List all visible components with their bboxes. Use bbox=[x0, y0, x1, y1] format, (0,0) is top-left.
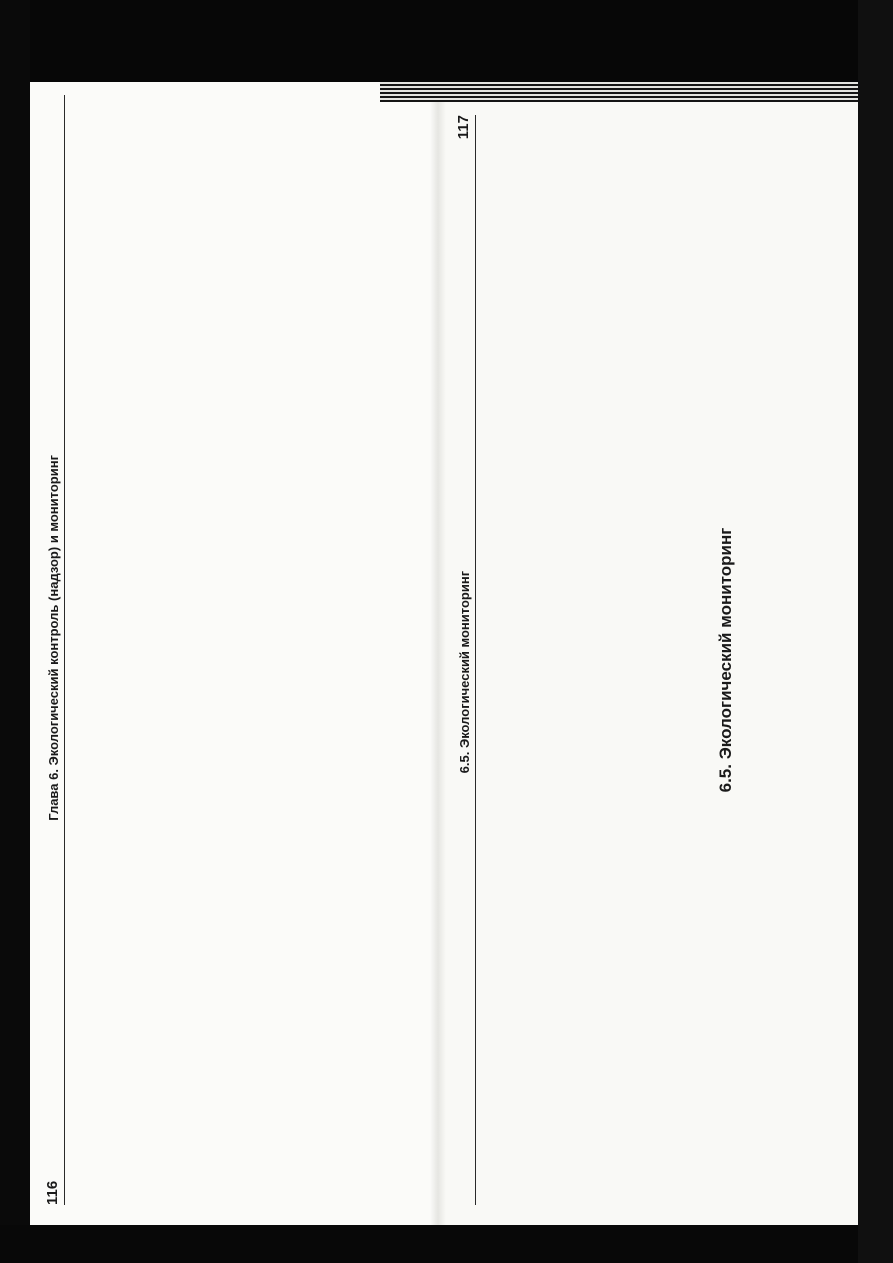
scan-border-bottom bbox=[0, 1225, 893, 1263]
right-running-head bbox=[455, 115, 476, 1205]
right-page-content bbox=[455, 115, 855, 1205]
left-running-head bbox=[44, 95, 65, 1205]
section-heading: 6.5. Экологический мониторинг bbox=[716, 527, 735, 793]
scan-border-right bbox=[858, 0, 893, 1263]
left-page-content bbox=[44, 95, 434, 1205]
left-running-head-title: Глава 6. Экологический контроль (надзор) и мониторинг bbox=[46, 455, 61, 821]
left-page-number: 116 bbox=[44, 1180, 61, 1205]
scan-border-left bbox=[0, 0, 30, 1263]
right-running-head-title: 6.5. Экологический мониторинг bbox=[457, 570, 472, 774]
scan-border-top bbox=[0, 0, 893, 82]
right-page-number: 117 bbox=[455, 115, 472, 140]
